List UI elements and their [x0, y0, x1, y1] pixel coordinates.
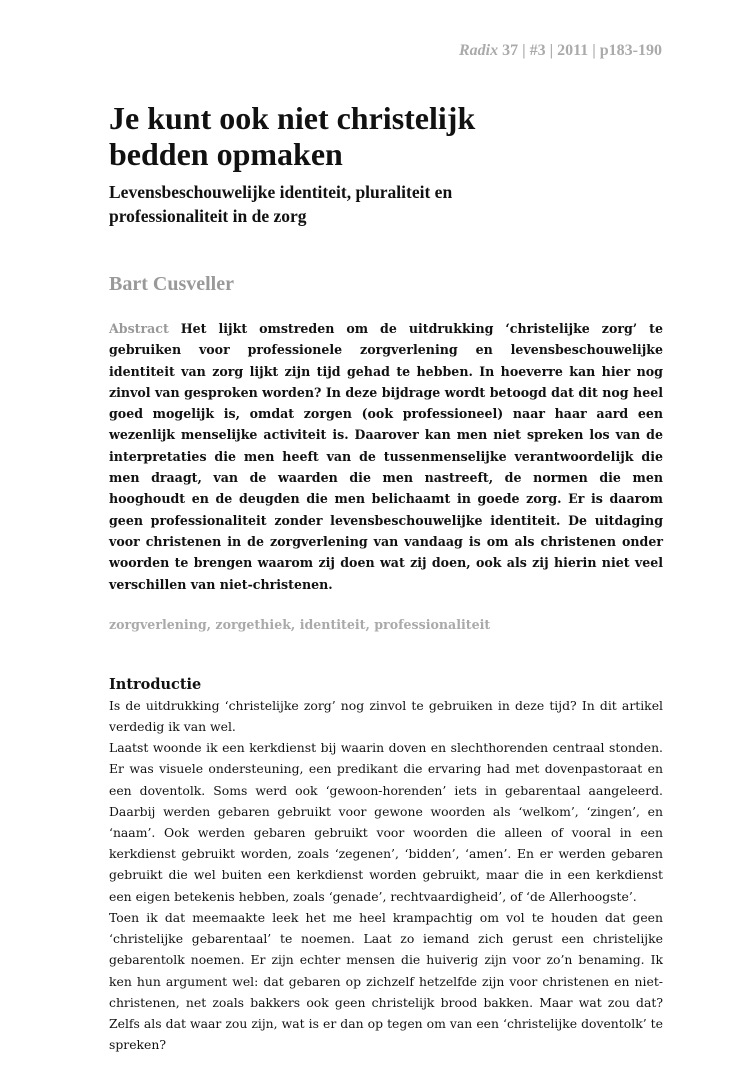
subtitle-line-2: professionaliteit in de zorg [109, 206, 307, 226]
intro-paragraph-2: Laatst woonde ik een kerkdienst bij waarin doven en slechthorenden centraal stonden. Er was visuele ondersteuning, een predikant die ervaring had met dovenpastoraat en een doventolk. Soms werd ook ‘gewoon-horenden’ iets in gebarentaal aangeleerd. Daarbij werden gebaren gebruikt voor gewone woorden als ‘welkom’, ‘zingen’, en ‘naam’. Ook werden gebaren gebruikt voor woorden die alleen of vooral in een kerkdienst gebruikt worden, zoals ‘zegenen’, ‘bidden’, ‘amen’. En er werden gebaren gebruikt die wel buiten een kerkdienst worden gebruikt, maar die in een kerkdienst een eigen betekenis hebben, zoals ‘genade’, rechtvaardigheid’, of ‘de Allerhoogste’. [109, 740, 663, 904]
subtitle-line-1: Levensbeschouwelijke identiteit, pluraliteit en [109, 182, 453, 202]
abstract-text: Het lijkt omstreden om de uitdrukking ‘christelijke zorg’ te gebruiken voor professionele zorgverlening en levensbeschouwelijke identiteit van zorg lijkt zijn tijd gehad te hebben. In hoeverre kan hier nog zinvol van gesproken worden? In deze bijdrage wordt betoogd dat dit nog heel goed mogelijk is, omdat zorgen (ook professioneel) naar haar aard een wezenlijk menselijke activiteit is. Daarover kan men niet spreken los van de interpretaties die men heeft van de tussenmenselijke verantwoordelijk die men draagt, van de waarden die men nastreeft, de normen die men hooghoudt en de deugden die men belichaamt in goede zorg. Er is daarom geen professionaliteit zonder levensbeschouwelijke identiteit. De uitdaging voor christenen in de zorgverlening van vandaag is om als christenen onder woorden te brengen waarom zij doen wat zij doen, ook als zij hierin niet veel verschillen van niet-christenen. [109, 321, 663, 592]
article-body [109, 100, 663, 1055]
section-heading-introduction: Introductie [109, 675, 202, 693]
running-head [459, 42, 662, 60]
title-line-2: bedden opmaken [109, 136, 343, 172]
citation-info: 37 | #3 | 2011 | p183-190 [498, 42, 662, 59]
author-name: Bart Cusveller [109, 273, 234, 295]
abstract-label: Abstract [109, 321, 169, 336]
intro-paragraph-1: Is de uitdrukking ‘christelijke zorg’ nog zinvol te gebruiken in deze tijd? In dit artikel verdedig ik van wel. [109, 697, 663, 735]
title-line-1: Je kunt ook niet christelijk [109, 100, 476, 136]
article-title [109, 100, 663, 172]
intro-paragraph-3: Toen ik dat meemaakte leek het me heel krampachtig om vol te houden dat geen ‘christelijke gebarentaal’ te noemen. Laat zo iemand zich gerust een christelijke gebarentolk noemen. Er zijn echter mensen die huiverig zijn voor zo’n benaming. Ik ken hun argument wel: dat gebaren op zichzelf hetzelfde zijn voor christenen en niet-christenen, net zoals bakkers ook geen christelijk brood bakken. Maar wat zou dat? Zelfs als dat waar zou zijn, wat is er dan op tegen om van een ‘christelijke doventolk’ te spreken? [109, 909, 663, 1053]
abstract [109, 318, 663, 595]
journal-name: Radix [458, 42, 499, 59]
article-subtitle [109, 180, 663, 228]
keywords: zorgverlening, zorgethiek, identiteit, professionaliteit [109, 616, 491, 632]
